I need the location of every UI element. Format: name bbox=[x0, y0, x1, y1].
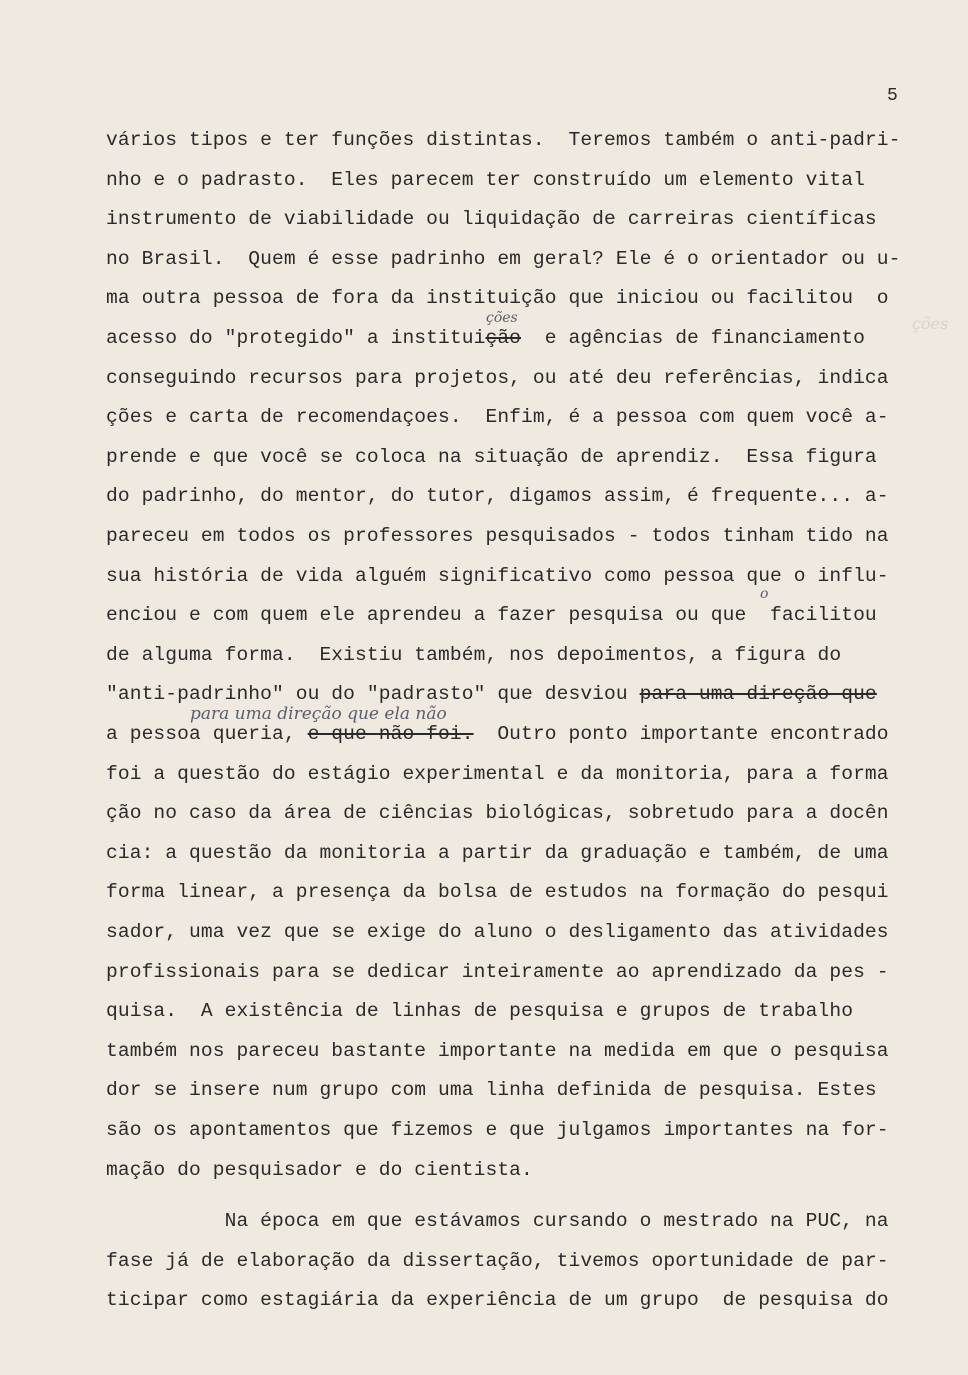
text-segment: ção no caso da área de ciências biológicas, sobretudo para a docên bbox=[106, 802, 889, 825]
text-segment: Na época em que estávamos cursando o mestrado na PUC, na bbox=[106, 1210, 889, 1232]
text-segment: foi a questão do estágio experimental e da monitoria, para a forma bbox=[106, 762, 889, 785]
text-line bbox=[106, 445, 877, 469]
text-line bbox=[106, 603, 877, 627]
text-segment: pareceu em todos os professores pesquisados - todos tinham tido na bbox=[106, 525, 889, 547]
text-segment: acesso do "protegido" a institui bbox=[106, 327, 486, 349]
text-segment: mação do pesquisador e do cientista. bbox=[106, 1158, 533, 1181]
text-segment: no Brasil. Quem é esse padrinho em geral? Ele é o orientador ou u- bbox=[106, 247, 901, 270]
text-segment: Outro ponto importante encontrado bbox=[473, 723, 889, 745]
text-line bbox=[106, 1288, 889, 1312]
handwritten-insert-direction: para uma direção que ela não bbox=[190, 704, 447, 724]
text-segment: ticipar como estagiária da experiência de um grupo de pesquisa do bbox=[106, 1289, 889, 1311]
text-line bbox=[106, 920, 889, 944]
text-segment: ções e carta de recomendaçoes. Enfim, é a pessoa com quem você a- bbox=[106, 406, 889, 429]
text-segment: prende e que você se coloca na situação de aprendiz. Essa figura bbox=[106, 445, 877, 468]
text-segment: fase já de elaboração da dissertação, tivemos oportunidade de par- bbox=[106, 1250, 889, 1272]
struck-text: para uma direção que bbox=[639, 683, 877, 706]
handwritten-insert-o: o bbox=[760, 586, 769, 602]
text-segment: cia: a questão da monitoria a partir da graduação e também, de uma bbox=[106, 841, 889, 864]
text-line bbox=[106, 564, 889, 588]
text-line bbox=[106, 722, 889, 746]
text-line bbox=[106, 880, 889, 904]
text-line bbox=[106, 1249, 889, 1273]
text-line bbox=[106, 286, 889, 310]
text-segment: conseguindo recursos para projetos, ou até deu referências, indica bbox=[106, 366, 889, 389]
text-line bbox=[106, 247, 901, 271]
text-line bbox=[106, 326, 865, 350]
text-line bbox=[106, 1118, 889, 1142]
struck-text: e que não foi. bbox=[307, 723, 474, 745]
text-line bbox=[106, 1039, 889, 1063]
text-segment: vários tipos e ter funções distintas. Teremos também o anti-padri- bbox=[106, 129, 901, 151]
text-line bbox=[106, 524, 889, 548]
text-line bbox=[106, 405, 889, 429]
text-line bbox=[106, 128, 901, 152]
text-segment: profissionais para se dedicar inteiramente ao aprendizado da pes - bbox=[106, 960, 889, 983]
text-line bbox=[106, 999, 853, 1023]
text-segment: forma linear, a presença da bolsa de estudos na formação do pesqui bbox=[106, 881, 889, 904]
text-segment: de alguma forma. Existiu também, nos depoimentos, a figura do bbox=[106, 643, 842, 666]
handwritten-insert-coes: ções bbox=[486, 310, 518, 326]
text-segment: quisa. A existência de linhas de pesquisa e grupos de trabalho bbox=[106, 1000, 854, 1023]
text-segment: e agências de financiamento bbox=[521, 327, 865, 349]
text-segment: dor se insere num grupo com uma linha definida de pesquisa. Estes bbox=[106, 1079, 877, 1102]
text-segment: sua história de vida alguém significativo como pessoa que o influ- bbox=[106, 564, 889, 587]
text-line bbox=[106, 1209, 889, 1233]
text-line bbox=[106, 801, 889, 825]
page-number: 5 bbox=[887, 86, 898, 106]
text-segment: a pessoa queria, bbox=[106, 723, 308, 745]
text-segment: ma outra pessoa de fora da instituição que iniciou ou facilitou o bbox=[106, 287, 889, 310]
text-line bbox=[106, 841, 889, 865]
text-segment: sador, uma vez que se exige do aluno o desligamento das atividades bbox=[106, 921, 889, 943]
text-segment: são os apontamentos que fizemos e que julgamos importantes na for- bbox=[106, 1119, 889, 1141]
text-line bbox=[106, 762, 889, 786]
text-segment: instrumento de viabilidade ou liquidação de carreiras científicas bbox=[106, 208, 877, 231]
text-line bbox=[106, 960, 889, 984]
text-segment: nho e o padrasto. Eles parecem ter construído um elemento vital bbox=[106, 168, 865, 191]
handwritten-margin-note: ções bbox=[912, 314, 949, 333]
text-line bbox=[106, 643, 841, 667]
text-line bbox=[106, 1158, 533, 1182]
text-segment: também nos pareceu bastante importante na medida em que o pesquisa bbox=[106, 1039, 889, 1062]
text-line bbox=[106, 1078, 877, 1102]
text-line bbox=[106, 207, 877, 231]
text-segment: enciou e com quem ele aprendeu a fazer pesquisa ou que facilitou bbox=[106, 604, 877, 627]
text-line bbox=[106, 682, 877, 706]
struck-text: ção bbox=[485, 327, 522, 349]
text-line bbox=[106, 366, 889, 390]
text-line bbox=[106, 168, 865, 192]
text-line bbox=[106, 484, 889, 508]
text-segment: "anti-padrinho" ou do "padrasto" que desviou bbox=[106, 683, 640, 706]
text-segment: do padrinho, do mentor, do tutor, digamos assim, é frequente... a- bbox=[106, 485, 889, 508]
